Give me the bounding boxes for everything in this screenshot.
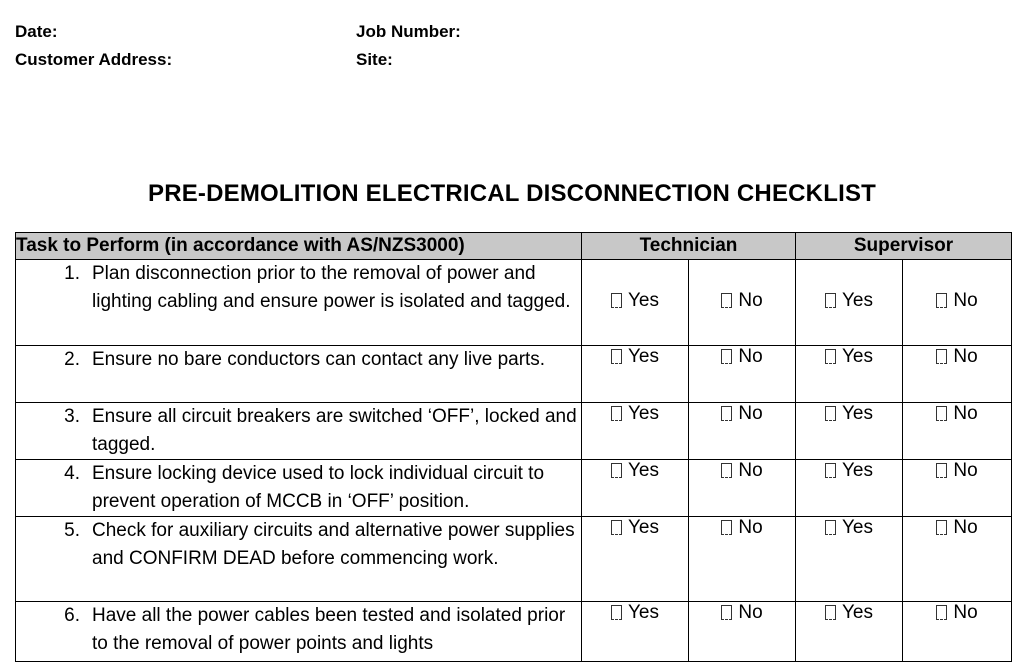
table-header-row <box>16 233 1012 260</box>
technician-no-label: No <box>738 517 763 538</box>
task-cell <box>16 260 582 346</box>
technician-no-cell <box>689 346 796 403</box>
technician-no-label: No <box>738 403 763 424</box>
date-label: Date: <box>15 22 58 41</box>
supervisor-no-cell <box>903 517 1012 602</box>
task-cell <box>16 460 582 517</box>
technician-yes-label: Yes <box>628 460 659 481</box>
checkbox-icon[interactable] <box>936 463 947 478</box>
technician-yes-cell <box>582 517 689 602</box>
technician-yes-option[interactable] <box>611 460 659 481</box>
supervisor-yes-cell <box>796 460 903 517</box>
supervisor-yes-option[interactable] <box>825 346 873 367</box>
supervisor-yes-option[interactable] <box>825 403 873 424</box>
task-text: Plan disconnection prior to the removal of power and lighting cabling and ensure power is isolated and tagged. <box>92 263 571 312</box>
checkbox-icon[interactable] <box>936 349 947 364</box>
technician-yes-option[interactable] <box>611 346 659 367</box>
technician-yes-cell <box>582 403 689 460</box>
technician-yes-cell <box>582 260 689 346</box>
supervisor-no-option[interactable] <box>936 517 977 538</box>
site-label: Site: <box>356 50 393 69</box>
table-row <box>16 403 1012 460</box>
supervisor-column-header: Supervisor <box>796 233 1012 260</box>
technician-no-cell <box>689 260 796 346</box>
checkbox-icon[interactable] <box>825 406 836 421</box>
checkbox-icon[interactable] <box>825 520 836 535</box>
technician-yes-cell <box>582 602 689 662</box>
supervisor-no-label: No <box>953 602 978 623</box>
checkbox-icon[interactable] <box>611 293 622 308</box>
job-number-label: Job Number: <box>356 22 461 41</box>
supervisor-no-option[interactable] <box>936 346 977 367</box>
checkbox-icon[interactable] <box>936 520 947 535</box>
task-number: 6. <box>64 605 80 626</box>
supervisor-no-label: No <box>953 290 978 311</box>
checkbox-icon[interactable] <box>936 293 947 308</box>
table-row <box>16 460 1012 517</box>
table-row <box>16 602 1012 662</box>
table-row <box>16 260 1012 346</box>
technician-no-cell <box>689 460 796 517</box>
task-text: Check for auxiliary circuits and alternative power supplies and CONFIRM DEAD before commencing work. <box>92 520 575 569</box>
task-number: 3. <box>64 406 80 427</box>
task-column-header: Task to Perform (in accordance with AS/NZS3000) <box>16 233 582 260</box>
technician-yes-label: Yes <box>628 517 659 538</box>
checkbox-icon[interactable] <box>721 349 732 364</box>
supervisor-yes-option[interactable] <box>825 460 873 481</box>
supervisor-yes-label: Yes <box>842 290 873 311</box>
checkbox-icon[interactable] <box>611 349 622 364</box>
supervisor-yes-label: Yes <box>842 403 873 424</box>
task-text: Ensure all circuit breakers are switched ‘OFF’, locked and tagged. <box>92 406 577 455</box>
checkbox-icon[interactable] <box>825 293 836 308</box>
checkbox-icon[interactable] <box>611 520 622 535</box>
checkbox-icon[interactable] <box>936 605 947 620</box>
checkbox-icon[interactable] <box>721 463 732 478</box>
task-number: 2. <box>64 349 80 370</box>
task-number: 4. <box>64 463 80 484</box>
technician-yes-option[interactable] <box>611 403 659 424</box>
technician-yes-label: Yes <box>628 403 659 424</box>
checkbox-icon[interactable] <box>721 293 732 308</box>
checklist-title: PRE-DEMOLITION ELECTRICAL DISCONNECTION CHECKLIST <box>147 180 877 207</box>
supervisor-yes-cell <box>796 260 903 346</box>
technician-no-option[interactable] <box>721 460 762 481</box>
table-row <box>16 346 1012 403</box>
supervisor-no-cell <box>903 260 1012 346</box>
checkbox-icon[interactable] <box>611 463 622 478</box>
technician-no-option[interactable] <box>721 517 762 538</box>
checkbox-icon[interactable] <box>611 406 622 421</box>
checkbox-icon[interactable] <box>721 520 732 535</box>
supervisor-yes-label: Yes <box>842 517 873 538</box>
technician-no-option[interactable] <box>721 346 762 367</box>
supervisor-no-option[interactable] <box>936 403 977 424</box>
supervisor-no-cell <box>903 602 1012 662</box>
technician-yes-option[interactable] <box>611 517 659 538</box>
supervisor-yes-cell <box>796 403 903 460</box>
task-number: 1. <box>64 263 80 284</box>
checkbox-icon[interactable] <box>825 605 836 620</box>
table-row <box>16 517 1012 602</box>
supervisor-yes-cell <box>796 346 903 403</box>
supervisor-no-label: No <box>953 403 978 424</box>
technician-yes-cell <box>582 460 689 517</box>
supervisor-no-option[interactable] <box>936 290 977 311</box>
technician-no-cell <box>689 517 796 602</box>
technician-yes-cell <box>582 346 689 403</box>
technician-no-label: No <box>738 602 763 623</box>
technician-yes-label: Yes <box>628 602 659 623</box>
supervisor-no-label: No <box>953 460 978 481</box>
checkbox-icon[interactable] <box>825 349 836 364</box>
checkbox-icon[interactable] <box>721 406 732 421</box>
technician-no-option[interactable] <box>721 403 762 424</box>
supervisor-yes-cell <box>796 517 903 602</box>
checkbox-icon[interactable] <box>721 605 732 620</box>
technician-no-option[interactable] <box>721 290 762 311</box>
technician-no-cell <box>689 602 796 662</box>
technician-column-header: Technician <box>582 233 796 260</box>
technician-no-label: No <box>738 460 763 481</box>
technician-no-option[interactable] <box>721 602 762 623</box>
supervisor-yes-cell <box>796 602 903 662</box>
technician-yes-option[interactable] <box>611 290 659 311</box>
task-cell <box>16 602 582 662</box>
supervisor-yes-label: Yes <box>842 460 873 481</box>
task-text: Ensure locking device used to lock individual circuit to prevent operation of MCCB in ‘OFF’ position. <box>92 463 545 512</box>
supervisor-no-cell <box>903 403 1012 460</box>
supervisor-no-option[interactable] <box>936 602 977 623</box>
supervisor-no-option[interactable] <box>936 460 977 481</box>
supervisor-no-cell <box>903 346 1012 403</box>
supervisor-no-label: No <box>953 517 978 538</box>
task-text: Have all the power cables been tested and isolated prior to the removal of power points and lights <box>92 605 566 654</box>
supervisor-yes-option[interactable] <box>825 290 873 311</box>
checkbox-icon[interactable] <box>936 406 947 421</box>
checkbox-icon[interactable] <box>825 463 836 478</box>
supervisor-no-label: No <box>953 346 978 367</box>
task-cell <box>16 346 582 403</box>
technician-no-label: No <box>738 346 763 367</box>
supervisor-yes-option[interactable] <box>825 602 873 623</box>
checklist-table <box>15 232 1012 662</box>
task-number: 5. <box>64 520 80 541</box>
supervisor-yes-option[interactable] <box>825 517 873 538</box>
technician-yes-label: Yes <box>628 346 659 367</box>
supervisor-no-cell <box>903 460 1012 517</box>
supervisor-yes-label: Yes <box>842 602 873 623</box>
task-cell <box>16 403 582 460</box>
supervisor-yes-label: Yes <box>842 346 873 367</box>
checkbox-icon[interactable] <box>611 605 622 620</box>
technician-no-label: No <box>738 290 763 311</box>
customer-address-label: Customer Address: <box>15 50 173 69</box>
technician-yes-label: Yes <box>628 290 659 311</box>
task-text: Ensure no bare conductors can contact any live parts. <box>92 349 546 370</box>
technician-yes-option[interactable] <box>611 602 659 623</box>
technician-no-cell <box>689 403 796 460</box>
task-cell <box>16 517 582 602</box>
